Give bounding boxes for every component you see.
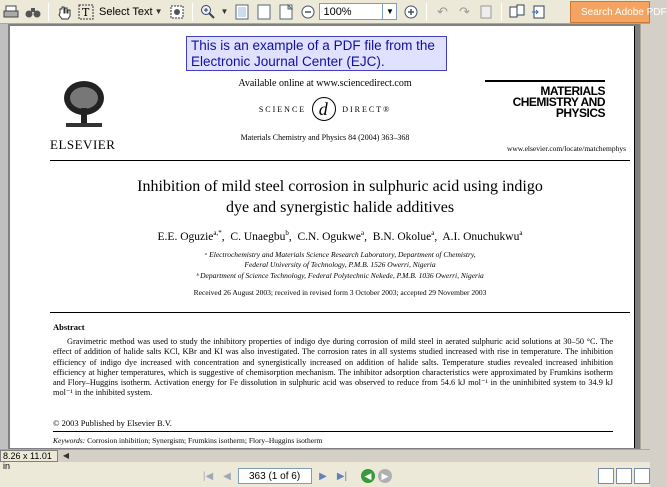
author-affil: a xyxy=(519,229,523,237)
zoom-tool-dropdown[interactable]: ▼ xyxy=(220,7,229,16)
author-list: E.E. Oguzie$^{a,*}$, C. Unaegbu$^b$, C.N. Ogukwe$^a$, B.N. Okolue$^a$, A.I. Onuchukwu$^a$ xyxy=(157,229,523,243)
first-page-icon[interactable]: |◀ xyxy=(202,470,214,482)
journal-logo-line: MATERIALS xyxy=(540,84,605,98)
received-dates: Received 26 August 2003; received in revised form 3 October 2003; accepted 29 November 2003 xyxy=(193,288,487,297)
elsevier-logo xyxy=(50,78,120,158)
navigation-pane-strip[interactable] xyxy=(0,24,8,449)
zoom-dropdown-button[interactable]: ▼ xyxy=(383,3,397,20)
rotate-left-icon[interactable]: ↶ xyxy=(437,3,448,19)
article-title-line: dye and synergistic halide additives xyxy=(225,199,455,216)
affiliation-a-line: ᵃ Electrochemistry and Materials Science Research Laboratory, Department of Chemistry, xyxy=(204,250,476,259)
page-size-readout: 8.26 x 11.01 in xyxy=(0,450,58,462)
sciencedirect-left: SCIENCE xyxy=(258,104,307,114)
snapshot-icon[interactable] xyxy=(167,2,187,22)
journal-logo-line: PHYSICS xyxy=(555,106,605,120)
author-affil: a xyxy=(431,229,435,237)
keywords-line xyxy=(53,436,322,445)
elsevier-tree-icon xyxy=(60,78,108,130)
vertical-scrollbar[interactable] xyxy=(640,24,650,449)
sciencedirect-d-icon: d xyxy=(312,97,336,121)
affiliation-b: ᵇ Department of Science Technology, Federal Polytechnic Nekede, P.M.B. 1036 Owerri, Nigeria xyxy=(196,271,484,280)
publisher-name: ELSEVIER xyxy=(50,137,116,152)
journal-logo-bar xyxy=(485,80,605,82)
horizontal-scrollbar[interactable] xyxy=(0,450,650,471)
zoom-out-icon[interactable] xyxy=(298,2,318,22)
scroll-left-arrow-icon[interactable]: ◀ xyxy=(62,451,70,460)
sciencedirect-right: DIRECT® xyxy=(342,104,392,114)
keywords-label: Keywords: xyxy=(53,436,86,445)
continuous-icon[interactable] xyxy=(616,468,632,484)
toolbar-separator xyxy=(192,3,193,21)
previous-view-icon[interactable]: ◀ xyxy=(361,469,375,483)
rotate-right-icon[interactable]: ↷ xyxy=(459,3,470,19)
keywords-text: Corrosion inhibition; Synergism; Frumkins isotherm; Flory–Huggins isotherm xyxy=(87,436,323,445)
status-bar xyxy=(0,449,650,487)
facing-pages-icon[interactable] xyxy=(634,468,650,484)
journal-citation: Materials Chemistry and Physics 84 (2004) 363–368 xyxy=(240,133,410,142)
page-icon[interactable] xyxy=(476,2,496,22)
fit-page-icon[interactable] xyxy=(232,2,252,22)
toolbar-separator xyxy=(48,3,49,21)
pdf-page[interactable] xyxy=(10,26,635,448)
zoom-input[interactable]: 100% xyxy=(319,3,383,20)
combine-icon[interactable] xyxy=(507,2,527,22)
journal-header xyxy=(170,78,480,142)
journal-logo-line: CHEMISTRY AND xyxy=(512,95,605,109)
toolbar-separator xyxy=(426,3,427,21)
available-online-text: Available online at www.sciencedirect.com xyxy=(238,78,412,89)
single-page-icon[interactable] xyxy=(598,468,614,484)
fit-width-icon[interactable] xyxy=(276,2,296,22)
article-title xyxy=(50,176,630,218)
page-layout-buttons xyxy=(598,468,650,484)
zoom-in-icon[interactable] xyxy=(198,2,218,22)
search-adobe-pdf-label: Search Adobe PDF xyxy=(581,6,667,18)
author-name: C. Unaegbu xyxy=(230,230,286,243)
toolbar xyxy=(0,0,667,24)
ejc-annotation-note[interactable]: This is an example of a PDF file from the Electronic Journal Center (EJC). xyxy=(186,36,447,71)
journal-url: www.elsevier.com/locate/matchemphys xyxy=(506,144,626,153)
actual-size-icon[interactable] xyxy=(254,2,274,22)
page-navigation xyxy=(200,468,392,484)
binoculars-icon[interactable] xyxy=(23,2,43,22)
abstract-heading: Abstract xyxy=(53,322,85,332)
toolbar-separator xyxy=(501,3,502,21)
page-number-input[interactable]: 363 (1 of 6) xyxy=(238,468,312,484)
abstract-text: Gravimetric method was used to study the inhibitory properties of indigo dye during corrosion of mild steel in aerated sulphuric acid solutions at 30–50 °C. The effect of addition of halide salts KCl, KBr and KI was also investigated. The corrosion rates in all systems studied increased with rise in temperature. The inhibition efficiency of indigo dye increased with concentration and synergistically increased on addition of halide salts. Temperature studies revealed increased inhibition efficiency at higher temperatures, which is suggestive of chemisorption mechanism. The inhibitor adsorption characteristics were approximated by Frumkins isotherm and Flory–Huggins isotherm. Activation energy for Fe dissolution in sulphuric acid was observed to reduce from 54.6 kJ mol⁻¹ in the uninhibited system to 34.9 kJ mol⁻¹ in the inhibited system. xyxy=(53,337,613,398)
print-icon[interactable] xyxy=(1,2,21,22)
author-affil: b xyxy=(285,229,289,237)
author-name: A.I. Onuchukwu xyxy=(442,230,520,243)
journal-logo xyxy=(485,80,605,119)
affiliation-a xyxy=(50,250,630,270)
author-affil: a xyxy=(361,229,365,237)
select-text-icon[interactable] xyxy=(76,2,96,22)
next-page-icon[interactable]: ▶ xyxy=(319,470,327,482)
sciencedirect-logo xyxy=(170,97,480,121)
hand-icon[interactable] xyxy=(54,2,74,22)
abstract-divider xyxy=(50,312,630,313)
keywords-divider xyxy=(53,431,613,432)
article-title-line: Inhibition of mild steel corrosion in sulphuric acid using indigo xyxy=(137,178,543,195)
select-text-dropdown[interactable]: ▼ xyxy=(154,7,163,16)
author-affil: a,* xyxy=(213,229,222,237)
export-icon[interactable] xyxy=(529,2,549,22)
affiliation-a-line: Federal University of Technology, P.M.B. 1526 Owerri, Nigeria xyxy=(244,260,436,269)
next-view-icon[interactable]: ▶ xyxy=(378,469,392,483)
document-area[interactable] xyxy=(0,24,650,449)
header-divider xyxy=(50,160,630,161)
author-name: B.N. Okolue xyxy=(372,230,432,243)
zoom-increase-icon[interactable] xyxy=(401,2,421,22)
previous-page-icon[interactable]: ◀ xyxy=(223,470,231,482)
last-page-icon[interactable]: ▶| xyxy=(336,470,348,482)
copyright-line: © 2003 Published by Elsevier B.V. xyxy=(53,418,172,428)
select-text-label[interactable]: Select Text xyxy=(99,5,153,18)
svg-text:T: T xyxy=(82,5,90,19)
author-name: C.N. Ogukwe xyxy=(297,230,362,243)
author-name: E.E. Oguzie xyxy=(157,230,214,243)
search-adobe-pdf-button[interactable] xyxy=(570,1,667,23)
